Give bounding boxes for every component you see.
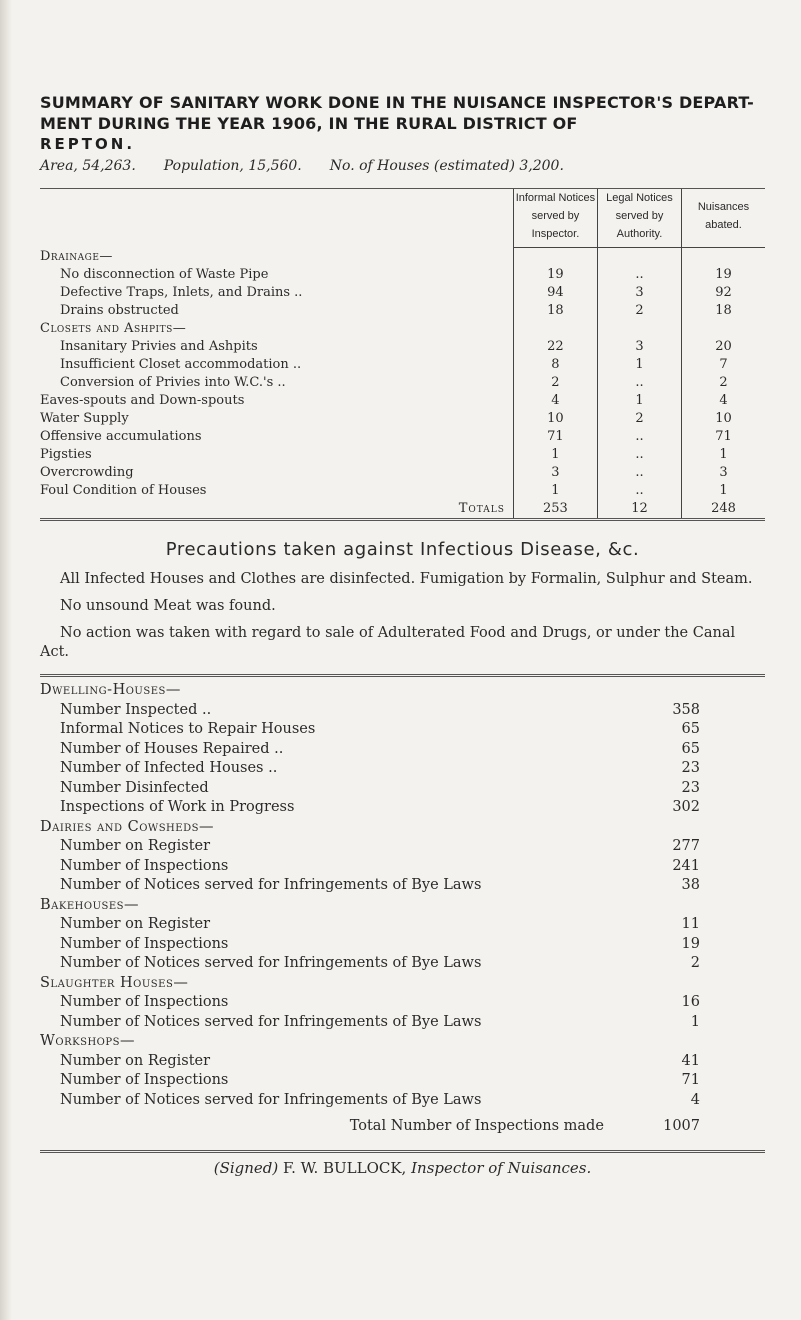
inspection-row [40,935,730,955]
cell-abated: 92 [682,284,766,302]
inspection-row [40,1013,730,1033]
inspection-value: 277 [672,838,700,854]
cell-abated: 4 [682,392,766,410]
summary-row [40,338,765,356]
population-stat: Population, 15,560. [163,158,302,174]
row-label: Foul Condition of Houses [40,483,207,498]
inspections-table [40,681,730,1144]
cell-abated: 71 [682,428,766,446]
cell-legal: 3 [597,284,681,302]
empty-cell [597,320,681,338]
signed-label: (Signed) [213,1159,279,1177]
inspection-value: 38 [681,877,700,893]
cell-abated: 3 [682,464,766,482]
total-legal: 12 [597,500,681,518]
inspection-value: 2 [690,955,700,971]
houses-stat: No. of Houses (estimated) 3,200. [329,158,564,174]
cell-informal: 1 [513,482,597,500]
cell-legal: .. [597,446,681,464]
empty-cell [624,818,730,838]
cell-legal: 1 [597,392,681,410]
inspection-label: Number of Notices served for Infringements of Bye Laws [60,955,482,971]
inspection-row [40,837,730,857]
inspection-section-heading: Dairies and Cowsheds— [40,818,214,835]
inspection-row [40,701,730,721]
empty-cell [624,896,730,916]
section-heading: Closets and Ashpits— [40,321,187,336]
rule-after-table [40,518,765,521]
inspection-row [40,1052,730,1072]
cell-abated: 19 [682,266,766,284]
summary-row [40,356,765,374]
inspection-row [40,798,730,818]
header-blank [40,189,513,248]
inspection-label: Number on Register [60,916,211,932]
inspection-value: 1 [690,1013,700,1030]
inspection-label: Number of Notices served for Infringements of Bye Laws [60,1013,482,1030]
inspection-value: 4 [690,1091,700,1108]
inspection-row [40,779,730,799]
cell-informal: 19 [513,266,597,284]
page-edge [0,0,12,1320]
inspection-value: 41 [681,1052,700,1069]
cell-informal: 18 [513,302,597,320]
empty-cell [513,248,597,267]
summary-row [40,464,765,482]
row-label: Conversion of Privies into W.C.'s .. [60,375,286,390]
empty-cell [624,974,730,994]
inspection-value: 65 [681,721,700,737]
inspection-value: 23 [681,779,700,796]
nuisance-summary-table [40,189,765,518]
cell-informal: 10 [513,410,597,428]
cell-legal: 1 [597,356,681,374]
column-header: Legal Notices served by Authority. [597,189,681,248]
inspection-row [40,915,730,935]
cell-legal: .. [597,266,681,284]
inspection-row [40,1071,730,1091]
row-label: Defective Traps, Inlets, and Drains .. [60,285,303,300]
title-line-2: MENT DURING THE YEAR 1906, IN THE RURAL DISTRICT OF [40,114,578,133]
inspection-value: 358 [672,701,700,718]
signatory-name: F. W. BULLOCK, [283,1159,407,1177]
cell-legal: 2 [597,302,681,320]
area-stat: Area, 54,263. [40,158,136,174]
empty-cell [682,320,766,338]
inspection-label: Number of Inspections [60,1072,229,1088]
precautions-paragraph-1: All Infected Houses and Clothes are disinfected. Fumigation by Formalin, Sulphur and Steam. [60,571,753,587]
row-label: No disconnection of Waste Pipe [60,267,269,282]
inspection-section-heading: Workshops— [40,1033,135,1049]
total-inspections-row [40,1110,730,1144]
cell-abated: 1 [682,446,766,464]
inspection-section-heading: Bakehouses— [40,896,139,913]
row-label: Insufficient Closet accommodation .. [60,357,302,372]
empty-cell [513,320,597,338]
signature-line [40,1159,765,1177]
inspection-label: Number on Register [60,838,211,854]
row-label: Pigsties [40,447,92,462]
cell-informal: 1 [513,446,597,464]
inspection-value: 16 [681,994,700,1010]
section-heading: Drainage— [40,248,113,264]
inspection-label: Number Inspected .. [60,701,212,718]
inspection-label: Number of Inspections [60,857,229,874]
cell-abated: 10 [682,410,766,428]
inspection-value: 71 [681,1072,700,1088]
inspection-label: Inspections of Work in Progress [60,799,295,815]
inspection-label: Number Disinfected [60,779,209,796]
inspection-row [40,857,730,877]
inspection-section-row [40,681,730,701]
summary-row [40,392,765,410]
cell-informal: 2 [513,374,597,392]
summary-row [40,410,765,428]
row-label: Offensive accumulations [40,429,202,444]
inspection-section-row [40,974,730,994]
total-informal: 253 [513,500,597,518]
inspection-value: 65 [681,740,700,757]
inspection-label: Number on Register [60,1052,211,1069]
totals-row [40,500,765,518]
empty-cell [624,1032,730,1052]
cell-informal: 3 [513,464,597,482]
cell-abated: 18 [682,302,766,320]
summary-row [40,374,765,392]
inspection-value: 19 [681,935,700,952]
precautions-paragraph-2: No unsound Meat was found. [60,598,276,614]
row-label: Drains obstructed [60,303,179,318]
cell-abated: 7 [682,356,766,374]
inspection-label: Number of Notices served for Infringements of Bye Laws [60,1091,482,1108]
cell-legal: .. [597,428,681,446]
inspection-row [40,720,730,740]
inspection-label: Informal Notices to Repair Houses [60,721,316,737]
inspection-section-row [40,896,730,916]
cell-legal: .. [597,464,681,482]
inspection-row [40,759,730,779]
inspection-section-row [40,818,730,838]
summary-row [40,428,765,446]
cell-legal: .. [597,374,681,392]
column-header: Informal Notices served by Inspector. [513,189,597,248]
total-inspections-value: 1007 [663,1118,700,1135]
cell-abated: 1 [682,482,766,500]
column-header: Nuisances abated. [682,189,766,248]
total-abated: 248 [682,500,766,518]
cell-legal: 3 [597,338,681,356]
inspection-value: 241 [672,857,700,874]
summary-row [40,302,765,320]
summary-row [40,266,765,284]
cell-informal: 71 [513,428,597,446]
cell-legal: .. [597,482,681,500]
summary-row [40,284,765,302]
empty-cell [624,681,730,701]
cell-informal: 22 [513,338,597,356]
inspection-row [40,993,730,1013]
inspection-value: 23 [681,760,700,776]
inspection-row [40,954,730,974]
inspection-label: Number of Notices served for Infringements of Bye Laws [60,877,482,893]
summary-row [40,482,765,500]
cell-informal: 8 [513,356,597,374]
precautions-heading: Precautions taken against Infectious Disease, &c. [165,539,640,560]
inspection-value: 11 [681,916,700,932]
inspection-row [40,740,730,760]
precautions-paragraph-3: No action was taken with regard to sale of Adulterated Food and Drugs, or under the Canal Act. [40,625,736,660]
inspection-row [40,1091,730,1111]
empty-cell [597,248,681,267]
total-inspections-label: Total Number of Inspections made [349,1118,604,1135]
inspection-label: Number of Inspections [60,935,229,952]
district-stats [40,158,765,174]
summary-row [40,446,765,464]
row-label: Overcrowding [40,465,134,480]
document-page [40,92,765,1177]
cell-abated: 2 [682,374,766,392]
row-label: Water Supply [40,411,129,426]
inspection-row [40,876,730,896]
inspection-value: 302 [672,799,700,815]
title-line-1: SUMMARY OF SANITARY WORK DONE IN THE NUISANCE INSPECTOR'S DEPART- [40,93,755,112]
row-label: Insanitary Privies and Ashpits [60,339,258,354]
totals-label: Totals [458,501,505,516]
signatory-role: Inspector of Nuisances. [411,1159,592,1177]
row-label: Eaves-spouts and Down-spouts [40,393,245,408]
title-place: REPTON. [40,135,136,153]
cell-informal: 4 [513,392,597,410]
inspection-label: Number of Infected Houses .. [60,760,278,776]
inspection-section-row [40,1032,730,1052]
section-heading-row [40,320,765,338]
inspection-section-heading: Slaughter Houses— [40,974,189,991]
inspection-label: Number of Houses Repaired .. [60,740,284,757]
cell-legal: 2 [597,410,681,428]
inspection-label: Number of Inspections [60,994,229,1010]
section-heading-row [40,248,765,267]
rule-before-signature [40,1150,765,1153]
empty-cell [682,248,766,267]
summary-header-row [40,189,765,248]
cell-abated: 20 [682,338,766,356]
cell-informal: 94 [513,284,597,302]
document-title [40,92,765,154]
rule-before-inspections [40,674,765,677]
inspection-section-heading: Dwelling-Houses— [40,682,181,698]
